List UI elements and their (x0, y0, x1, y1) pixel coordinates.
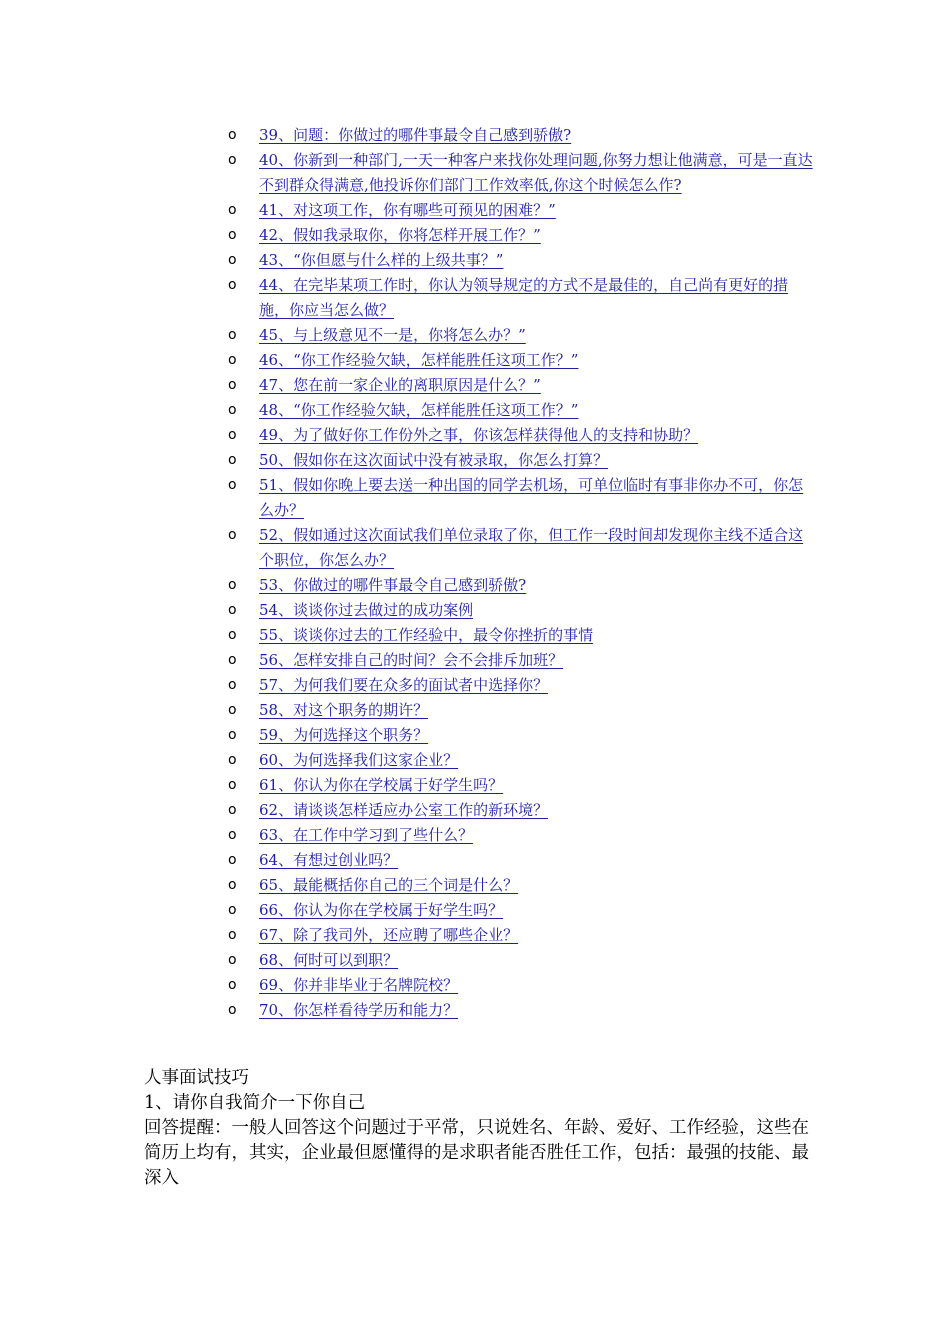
bullet-icon: o (228, 652, 237, 668)
question-link[interactable]: 62、请谈谈怎样适应办公室工作的新环境？ (259, 801, 549, 819)
list-item (228, 273, 818, 323)
question-link[interactable]: 50、假如你在这次面试中没有被录取，你怎么打算？ (259, 451, 609, 469)
bullet-icon: o (228, 602, 237, 618)
question-link[interactable]: 42、假如我录取你，你将怎样开展工作？” (259, 226, 541, 244)
bullet-icon: o (228, 427, 237, 443)
question-link[interactable]: 49、为了做好你工作份外之事，你该怎样获得他人的支持和协助？ (259, 426, 699, 444)
tips-heading: 人事面试技巧 (144, 1068, 249, 1088)
bullet-icon: o (228, 627, 237, 643)
bullet-icon: o (228, 477, 237, 493)
list-item (228, 773, 818, 798)
bullet-icon: o (228, 977, 237, 993)
list-item (228, 473, 818, 523)
list-item (228, 323, 818, 348)
bullet-icon: o (228, 377, 237, 393)
bullet-icon: o (228, 727, 237, 743)
question-link[interactable]: 53、你做过的哪件事最令自己感到骄傲? (259, 576, 527, 594)
list-item (228, 573, 818, 598)
bullet-icon: o (228, 752, 237, 768)
bullet-icon: o (228, 827, 237, 843)
question-link[interactable]: 41、对这项工作，你有哪些可预见的困难？” (259, 201, 556, 219)
list-item (228, 123, 818, 148)
bullet-icon: o (228, 952, 237, 968)
list-item (228, 823, 818, 848)
bullet-icon: o (228, 1002, 237, 1018)
list-item (228, 623, 818, 648)
bullet-icon: o (228, 402, 237, 418)
list-item (228, 598, 818, 623)
list-item (228, 148, 818, 198)
question-list (228, 123, 818, 1023)
list-item (228, 748, 818, 773)
bullet-icon: o (228, 902, 237, 918)
list-item (228, 923, 818, 948)
question-link[interactable]: 68、何时可以到职？ (259, 951, 399, 969)
interview-tips-section (144, 1066, 810, 1191)
bullet-icon: o (228, 802, 237, 818)
bullet-icon: o (228, 677, 237, 693)
list-item (228, 198, 818, 223)
question-link[interactable]: 57、为何我们要在众多的面试者中选择你？ (259, 676, 549, 694)
bullet-icon: o (228, 152, 237, 168)
list-item (228, 373, 818, 398)
question-link[interactable]: 61、你认为你在学校属于好学生吗？ (259, 776, 504, 794)
question-link[interactable]: 67、除了我司外，还应聘了哪些企业？ (259, 926, 519, 944)
tips-question: 1、请你自我简介一下你自己 (144, 1093, 366, 1113)
question-link[interactable]: 46、“你工作经验欠缺，怎样能胜任这项工作？” (259, 351, 579, 369)
list-item (228, 723, 818, 748)
bullet-icon: o (228, 702, 237, 718)
list-item (228, 423, 818, 448)
question-link[interactable]: 52、假如通过这次面试我们单位录取了你，但工作一段时间却发现你主线不适合这个职位，你怎么办？ (259, 526, 804, 569)
bullet-icon: o (228, 452, 237, 468)
question-link[interactable]: 65、最能概括你自己的三个词是什么？ (259, 876, 519, 894)
list-item (228, 448, 818, 473)
question-link[interactable]: 48、“你工作经验欠缺，怎样能胜任这项工作？” (259, 401, 579, 419)
bullet-icon: o (228, 277, 237, 293)
list-item (228, 223, 818, 248)
question-link[interactable]: 66、你认为你在学校属于好学生吗？ (259, 901, 504, 919)
bullet-icon: o (228, 577, 237, 593)
question-link[interactable]: 64、有想过创业吗？ (259, 851, 399, 869)
question-link[interactable]: 44、在完毕某项工作时，你认为领导规定的方式不是最佳的，自己尚有更好的措施，你应当怎么做？ (259, 276, 789, 319)
list-item (228, 523, 818, 573)
list-item (228, 673, 818, 698)
list-item (228, 398, 818, 423)
list-item (228, 798, 818, 823)
bullet-icon: o (228, 527, 237, 543)
bullet-icon: o (228, 352, 237, 368)
question-link[interactable]: 63、在工作中学习到了些什么？ (259, 826, 474, 844)
bullet-icon: o (228, 777, 237, 793)
bullet-icon: o (228, 852, 237, 868)
question-link[interactable]: 45、与上级意见不一是，你将怎么办？” (259, 326, 526, 344)
list-item (228, 848, 818, 873)
bullet-icon: o (228, 127, 237, 143)
tips-answer-line-2: 简历上均有，其实，企业最但愿懂得的是求职者能否胜任工作，包括：最强的技能、最深入 (144, 1143, 809, 1188)
list-item (228, 248, 818, 273)
question-link[interactable]: 43、“你但愿与什么样的上级共事？” (259, 251, 504, 269)
question-link[interactable]: 54、谈谈你过去做过的成功案例 (259, 601, 474, 619)
list-item (228, 973, 818, 998)
question-link[interactable]: 69、你并非毕业于名牌院校？ (259, 976, 459, 994)
question-link[interactable]: 55、谈谈你过去的工作经验中，最令你挫折的事情 (259, 626, 594, 644)
tips-answer-line-1: 回答提醒：一般人回答这个问题过于平常，只说姓名、年龄、爱好、工作经验，这些在 (144, 1118, 809, 1138)
list-item (228, 998, 818, 1023)
list-item (228, 698, 818, 723)
bullet-icon: o (228, 227, 237, 243)
question-link[interactable]: 59、为何选择这个职务？ (259, 726, 429, 744)
question-link[interactable]: 47、您在前一家企业的离职原因是什么？” (259, 376, 541, 394)
list-item (228, 348, 818, 373)
question-link[interactable]: 58、对这个职务的期许？ (259, 701, 429, 719)
list-item (228, 898, 818, 923)
question-link[interactable]: 39、问题：你做过的哪件事最令自己感到骄傲? (259, 126, 572, 144)
bullet-icon: o (228, 877, 237, 893)
bullet-icon: o (228, 202, 237, 218)
question-link[interactable]: 70、你怎样看待学历和能力？ (259, 1001, 459, 1019)
bullet-icon: o (228, 927, 237, 943)
list-item (228, 948, 818, 973)
question-link[interactable]: 40、你新到一种部门,一天一种客户来找你处理问题,你努力想让他满意，可是一直达不到群众得满意,他投诉你们部门工作效率低,你这个时候怎么作? (259, 151, 813, 194)
list-item (228, 873, 818, 898)
list-item (228, 648, 818, 673)
question-link[interactable]: 60、为何选择我们这家企业？ (259, 751, 459, 769)
bullet-icon: o (228, 252, 237, 268)
question-link[interactable]: 56、怎样安排自己的时间？会不会排斥加班？ (259, 651, 564, 669)
bullet-icon: o (228, 327, 237, 343)
question-link[interactable]: 51、假如你晚上要去送一种出国的同学去机场，可单位临时有事非你办不可，你怎么办？ (259, 476, 804, 519)
